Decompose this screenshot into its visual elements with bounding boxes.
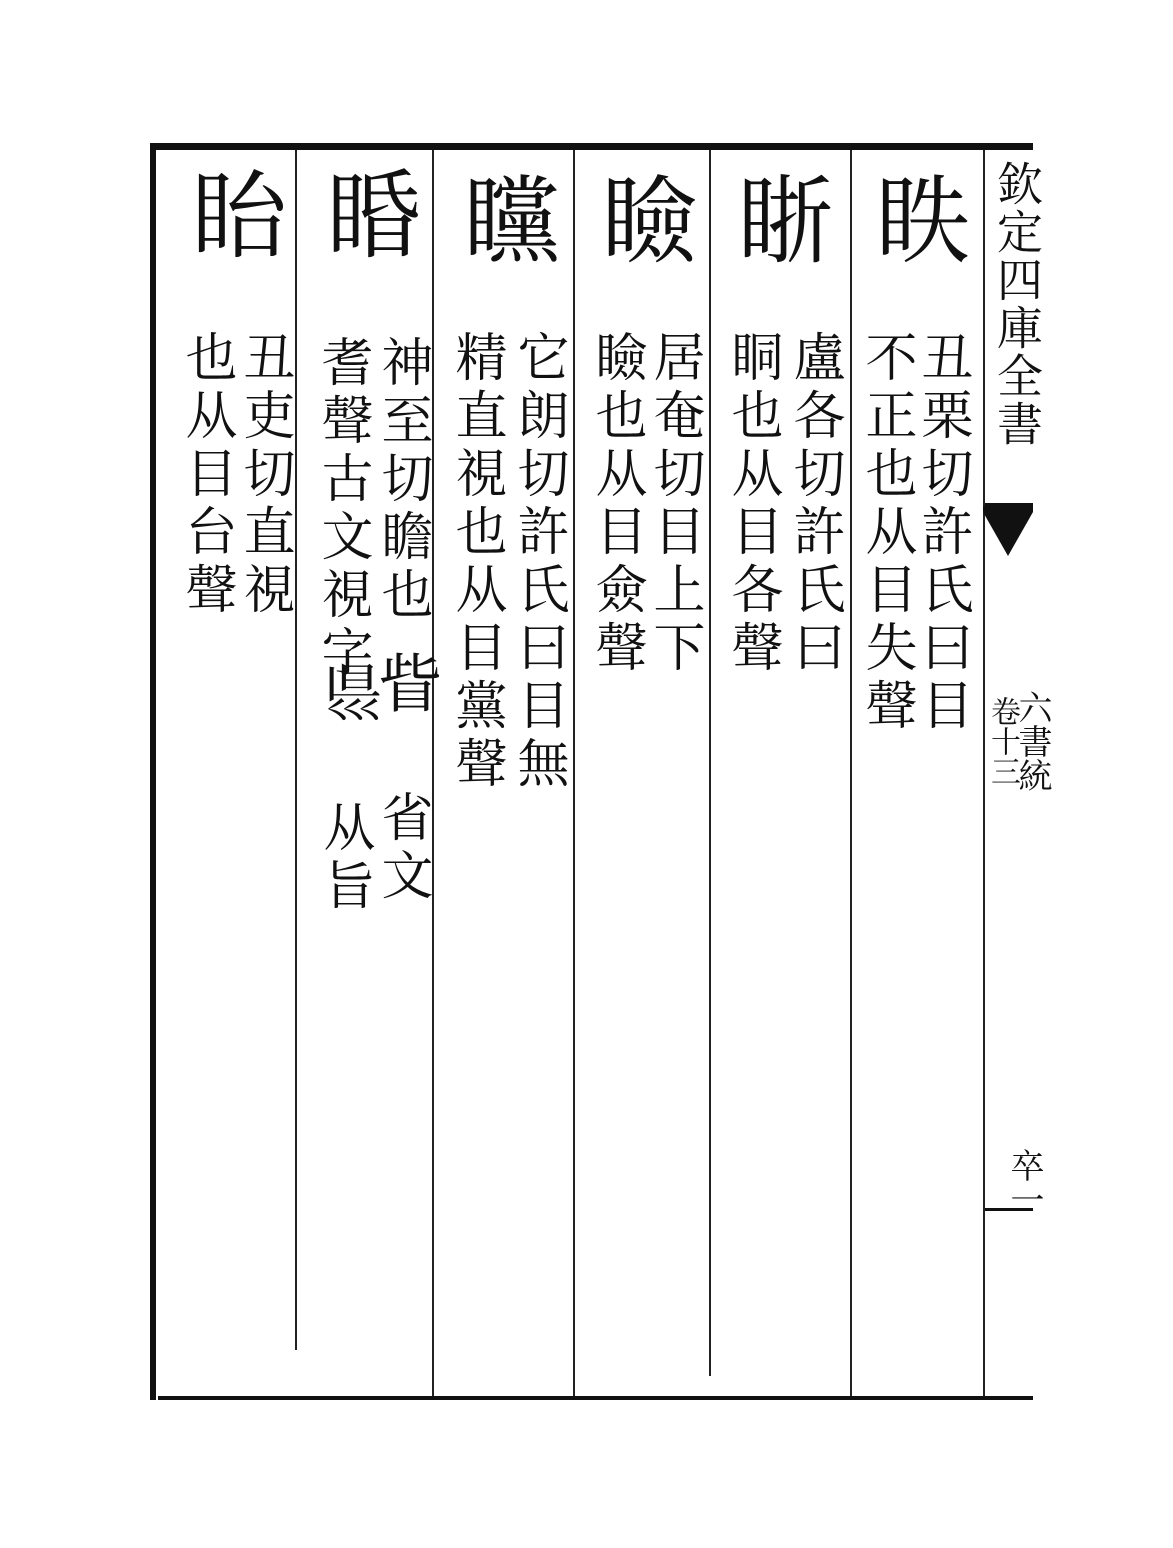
seal-character: 䀿: [722, 170, 834, 266]
frame-top-rule: [155, 143, 1033, 150]
column-divider: [295, 150, 297, 1350]
seal-character: 矘: [448, 170, 560, 266]
seal-character: 眙: [176, 165, 288, 261]
gloss-column: 丑栗切許氏曰目: [912, 330, 972, 736]
gloss-column: 盧各切許氏曰: [784, 330, 844, 678]
seal-character: 眣: [860, 170, 972, 266]
column-divider: [709, 150, 711, 1376]
gloss-column: 眮也从目各聲: [722, 330, 782, 678]
margin-title: 欽定四庫全書: [990, 160, 1044, 448]
gloss-column: 也从目台聲: [176, 330, 236, 620]
margin-page-number: 卒一: [1004, 1148, 1044, 1216]
gloss-column: 丑吏切直視: [234, 330, 294, 620]
gloss-note: 从旨: [314, 800, 374, 916]
gloss-column: 耆聲古文視字: [312, 335, 372, 683]
column-divider: [573, 150, 575, 1396]
gloss-column: 不正也从目失聲: [856, 330, 916, 736]
seal-variant-character: 𥄉: [313, 660, 387, 724]
seal-character: 睧: [310, 165, 422, 261]
gloss-note: 省文: [372, 790, 432, 906]
column-divider: [850, 150, 852, 1396]
gloss-column: 精直視也从目黨聲: [446, 330, 506, 794]
frame-left-rule: [150, 143, 156, 1400]
fishtail-mark-icon: [983, 506, 1033, 562]
seal-character: 瞼: [586, 170, 698, 266]
margin-book-title: 六書統: [1012, 690, 1052, 792]
seal-variant-character: 眥: [367, 650, 441, 714]
frame-bottom-rule: [158, 1396, 1033, 1400]
column-divider: [432, 150, 434, 1396]
margin-juan: 卷十三: [985, 696, 1020, 786]
gloss-column: 它朗切許氏曰目無: [508, 330, 568, 794]
gloss-column: 神至切瞻也: [372, 335, 432, 625]
gloss-column: 居奄切目上下: [644, 330, 704, 678]
gloss-column: 瞼也从目僉聲: [586, 330, 646, 678]
